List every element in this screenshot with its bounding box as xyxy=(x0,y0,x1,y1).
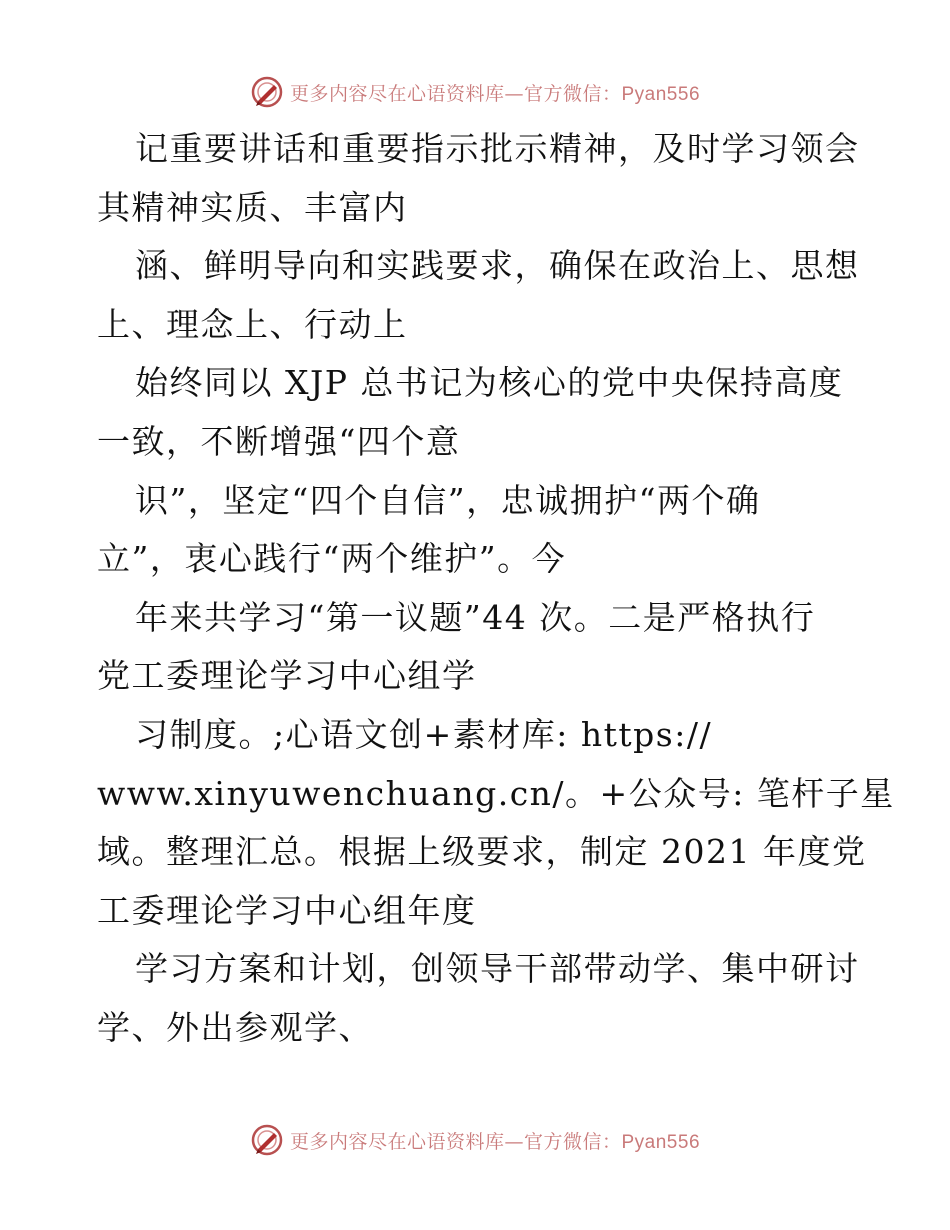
footer-banner-content xyxy=(250,1123,700,1157)
body-line: 年来共学习“第一议题”44 次。二是严格执行 xyxy=(135,597,816,637)
body-line: 立”，衷心践行“两个维护”。今 xyxy=(97,539,567,579)
body-line: 涵、鲜明导向和实践要求，确保在政治上、思想 xyxy=(135,246,860,286)
footer-banner xyxy=(0,1120,950,1160)
pen-seal-icon xyxy=(250,75,284,109)
body-line: 一致，不断增强“四个意 xyxy=(97,421,461,461)
body-line: 习制度。;心语文创+素材库: https:// xyxy=(135,714,713,754)
header-banner-cn: 更多内容尽在心语资料库—官方微信： xyxy=(289,82,622,105)
header-banner-wechat-id: Pyan556 xyxy=(621,83,701,105)
document-body xyxy=(97,120,895,1058)
body-line: 学习方案和计划，创领导干部带动学、集中研讨 xyxy=(135,949,860,989)
body-line: 党工委理论学习中心组学 xyxy=(97,656,477,696)
body-line: www.xinyuwenchuang.cn/。+公众号: 笔杆子星 xyxy=(97,773,895,813)
body-line: 记重要讲话和重要指示批示精神，及时学习领会 xyxy=(135,129,860,168)
body-line: 学、外出参观学、 xyxy=(97,1007,373,1047)
footer-banner-text xyxy=(290,1127,700,1154)
pen-seal-icon xyxy=(250,1123,284,1157)
footer-banner-cn: 更多内容尽在心语资料库—官方微信： xyxy=(289,1130,622,1153)
body-line: 工委理论学习中心组年度 xyxy=(97,890,477,930)
body-line: 上、理念上、行动上 xyxy=(97,304,408,344)
footer-banner-wechat-id: Pyan556 xyxy=(621,1131,701,1153)
header-banner-text xyxy=(290,79,700,106)
header-banner xyxy=(0,72,950,112)
body-line: 始终同以 XJP 总书记为核心的党中央保持高度 xyxy=(135,363,844,403)
body-line: 其精神实质、丰富内 xyxy=(97,187,408,227)
body-line: 域。整理汇总。根据上级要求，制定 2021 年度党 xyxy=(97,832,867,872)
body-line: 识”，坚定“四个自信”，忠诚拥护“两个确 xyxy=(135,480,761,520)
header-banner-content xyxy=(250,75,700,109)
